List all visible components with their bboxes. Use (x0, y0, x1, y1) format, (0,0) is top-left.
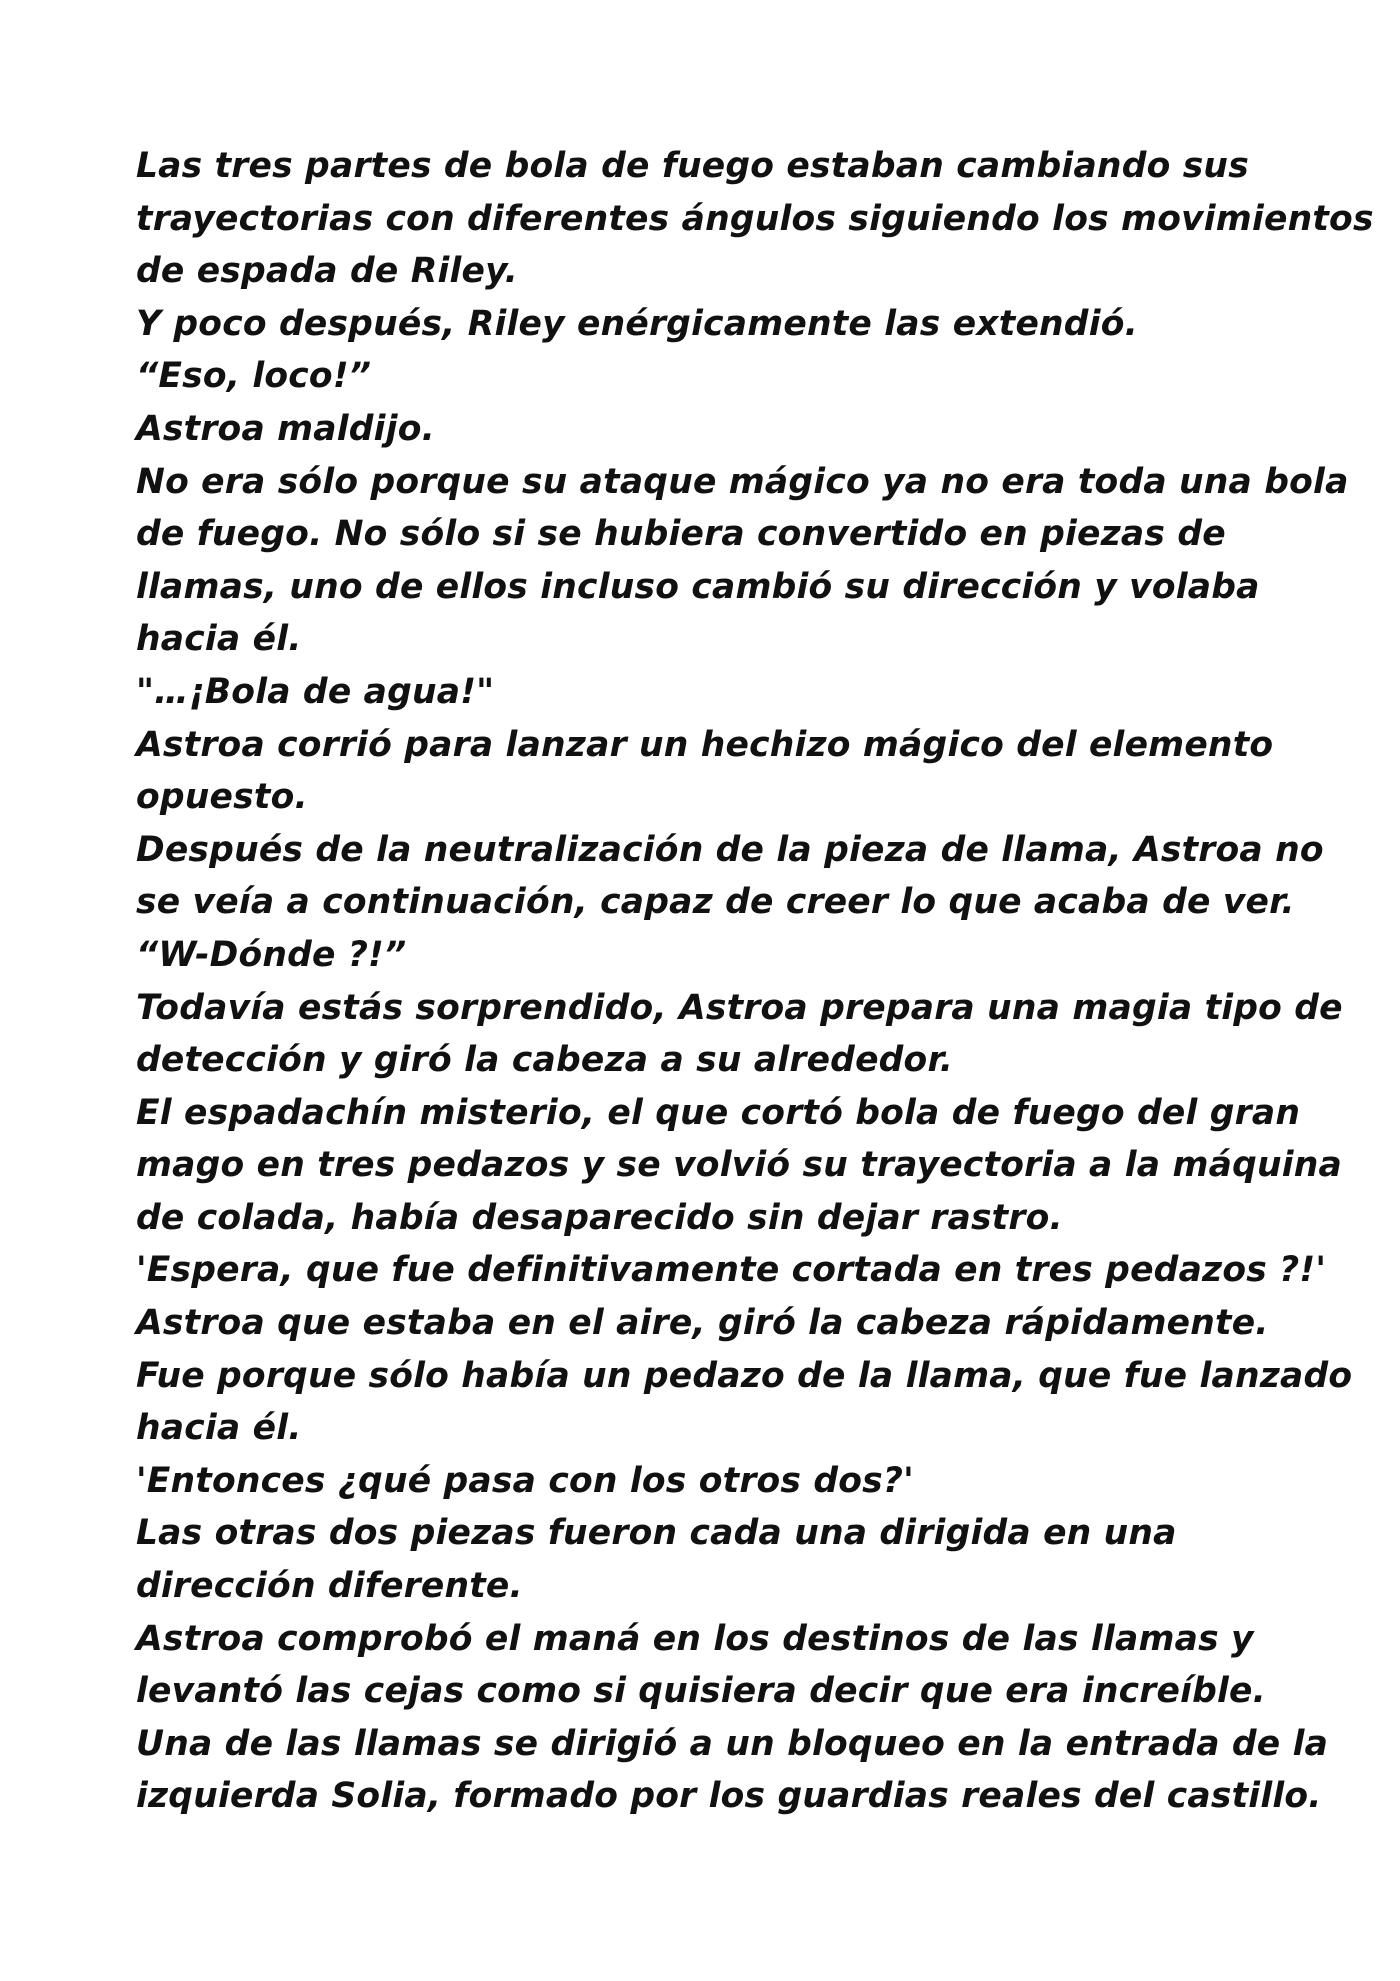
text-line: opuesto. (136, 777, 308, 818)
text-line: mago en tres pedazos y se volvió su trayectoria a la máquina (136, 1145, 1343, 1186)
text-line: se veía a continuación, capaz de creer lo que acaba de ver. (136, 882, 1295, 923)
body-text (136, 140, 1374, 1823)
text-line: Y poco después, Riley enérgicamente las extendió. (136, 303, 1138, 344)
text-line: “Eso, loco!” (136, 356, 372, 397)
text-line: “W-Dónde ?!” (136, 934, 407, 975)
text-line: Las tres partes de bola de fuego estaban cambiando sus (136, 146, 1249, 186)
text-line: hacia él. (136, 619, 302, 660)
text-line: El espadachín misterio, el que cortó bola de fuego del gran (136, 1092, 1301, 1133)
text-line: 'Espera, que fue definitivamente cortada en tres pedazos ?!' (136, 1250, 1327, 1291)
text-line: trayectorias con diferentes ángulos siguiendo los movimientos (136, 198, 1374, 239)
text-line: de colada, había desaparecido sin dejar rastro. (136, 1197, 1063, 1238)
text-line: Astroa comprobó el maná en los destinos de las llamas y (136, 1618, 1254, 1659)
text-line: detección y giró la cabeza a su alrededor. (136, 1040, 954, 1081)
text-line: No era sólo porque su ataque mágico ya no era toda una bola (136, 461, 1349, 502)
text-line: izquierda Solia, formado por los guardias reales del castillo. (136, 1776, 1322, 1817)
text-line: de fuego. No sólo si se hubiera convertido en piezas de (136, 514, 1226, 555)
text-line: Después de la neutralización de la pieza de llama, Astroa no (136, 829, 1324, 870)
text-line: dirección diferente. (136, 1566, 523, 1607)
text-line: "…¡Bola de agua!" (136, 671, 495, 712)
text-line: Todavía estás sorprendido, Astroa prepara una magia tipo de (136, 987, 1343, 1028)
text-line: Astroa maldijo. (136, 408, 435, 449)
text-line: Astroa que estaba en el aire, giró la cabeza rápidamente. (136, 1303, 1269, 1344)
text-line: Las otras dos piezas fueron cada una dirigida en una (136, 1513, 1177, 1554)
text-line: Una de las llamas se dirigió a un bloqueo en la entrada de la (136, 1723, 1329, 1764)
text-line: levantó las cejas como si quisiera decir que era increíble. (136, 1671, 1266, 1712)
text-line: llamas, uno de ellos incluso cambió su dirección y volaba (136, 566, 1260, 607)
text-line: hacia él. (136, 1408, 302, 1449)
text-line: 'Entonces ¿qué pasa con los otros dos?' (136, 1460, 914, 1501)
text-line: Astroa corrió para lanzar un hechizo mágico del elemento (136, 724, 1274, 765)
text-line: Fue porque sólo había un pedazo de la llama, que fue lanzado (136, 1355, 1353, 1396)
text-line: de espada de Riley. (136, 251, 518, 292)
